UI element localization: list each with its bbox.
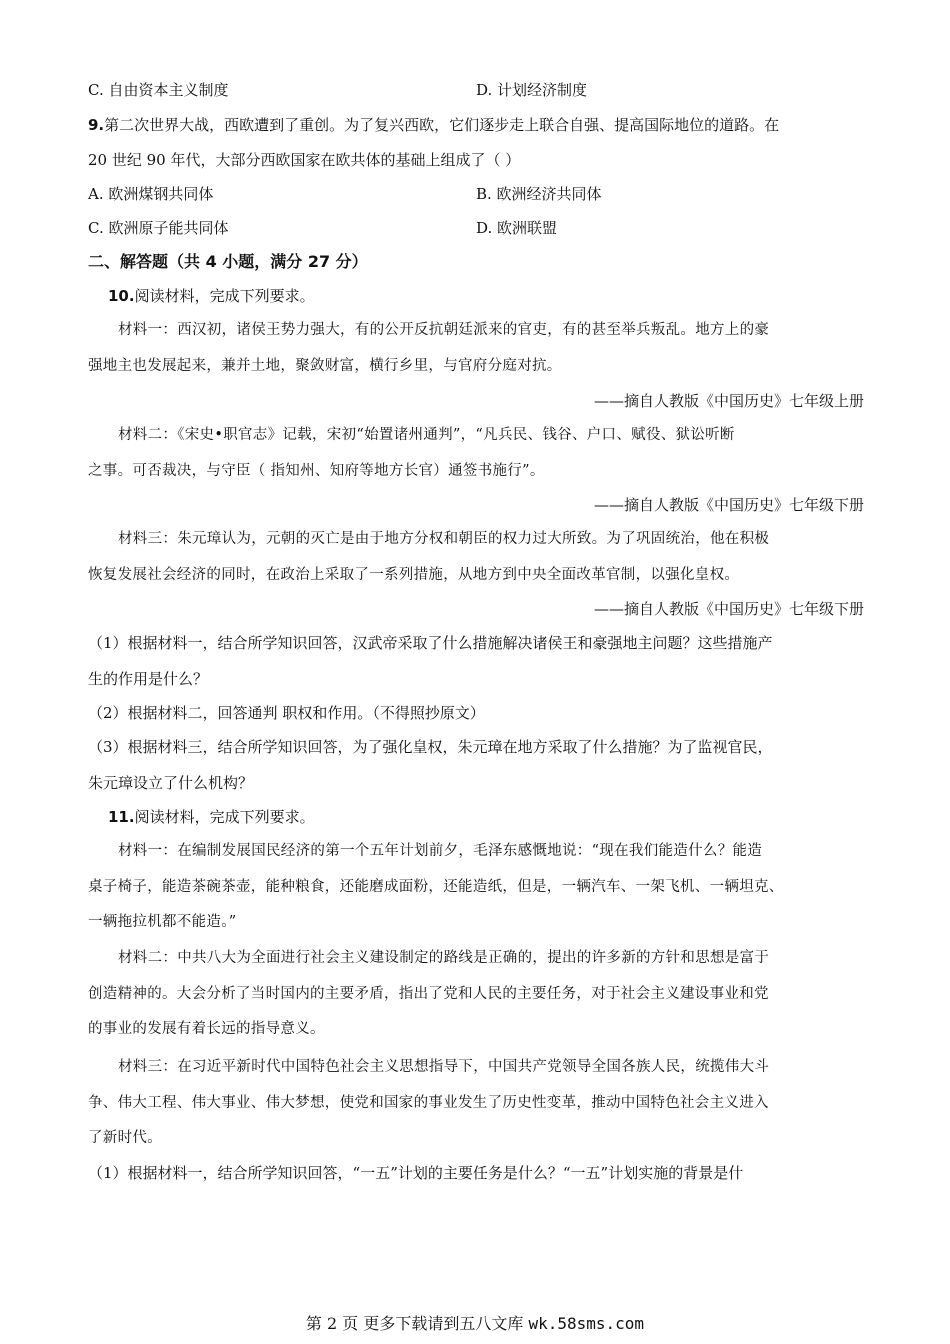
q11-intro-text: 阅读材料，完成下列要求。 — [134, 808, 315, 826]
q10-material2-source: ——摘自人教版《中国历史》七年级下册 — [593, 496, 864, 514]
footer-site-link[interactable]: wk.58sms.com — [528, 1314, 645, 1333]
q10-material1-line1: 材料一：西汉初，诸侯王势力强大，有的公开反抗朝廷派来的官吏，有的甚至举兵叛乱。地方上的豪 — [118, 322, 770, 338]
q10-material3-source: ——摘自人教版《中国历史》七年级下册 — [593, 600, 864, 618]
q9-option-d: D. 欧洲联盟 — [476, 219, 558, 237]
q11-intro — [108, 807, 315, 827]
q9-option-c: C. 欧洲原子能共同体 — [88, 219, 229, 237]
q11-material2-line3: 的事业的发展有着长远的指导意义。 — [88, 1021, 325, 1037]
q11-material3-line3: 了新时代。 — [88, 1130, 162, 1146]
q10-sub3-line2: 朱元璋设立了什么机构？ — [88, 774, 254, 792]
q11-number: 11. — [108, 808, 135, 826]
q10-number: 10. — [108, 287, 135, 305]
q11-sub1-line1: （1）根据材料一，结合所学知识回答，“一五”计划的主要任务是什么？“一五”计划实施的背景是什 — [88, 1164, 744, 1182]
q10-intro-text: 阅读材料，完成下列要求。 — [134, 287, 315, 305]
q9-stem-line2: 20 世纪 90 年代，大部分西欧国家在欧共体的基础上组成了（ ） — [88, 151, 521, 169]
q10-material2-line1: 材料二：《宋史•职官志》记载，宋初“始置诸州通判”，“凡兵民、钱谷、户口、赋役、狱讼听断 — [118, 427, 735, 443]
q11-material3-line1: 材料三：在习近平新时代中国特色社会主义思想指导下，中国共产党领导全国各族人民，统揽伟大斗 — [118, 1059, 770, 1075]
q9-option-a: A. 欧洲煤钢共同体 — [88, 185, 214, 203]
q10-material1-line2: 强地主也发展起来，兼并土地，聚敛财富，横行乡里，与官府分庭对抗。 — [88, 358, 562, 374]
q10-material3-line1: 材料三：朱元璋认为，元朝的灭亡是由于地方分权和朝臣的权力过大所致。为了巩固统治，他在积极 — [118, 531, 770, 547]
footer-page-label: 第 2 页 更多下载请到五八文库 — [305, 1314, 524, 1333]
q11-material2-line2: 创造精神的。大会分析了当时国内的主要矛盾，指出了党和人民的主要任务，对于社会主义建设事业和党 — [88, 986, 769, 1002]
q10-material3-line2: 恢复发展社会经济的同时，在政治上采取了一系列措施，从地方到中央全面改革官制，以强化皇权。 — [88, 567, 740, 583]
q10-sub1-line1: （1）根据材料一，结合所学知识回答，汉武帝采取了什么措施解决诸侯王和豪强地主问题？这些措施产 — [88, 634, 773, 652]
q10-material1-source: ——摘自人教版《中国历史》七年级上册 — [593, 392, 864, 410]
q8-option-c: C. 自由资本主义制度 — [88, 81, 229, 99]
q11-material1-line3: 一辆拖拉机都不能造。” — [88, 914, 237, 930]
q10-sub3-line1: （3）根据材料三，结合所学知识回答，为了强化皇权，朱元璋在地方采取了什么措施？为了监视官民， — [88, 738, 773, 756]
section2-title: 二、解答题（共 4 小题，满分 27 分） — [88, 252, 368, 271]
q8-option-d: D. 计划经济制度 — [476, 81, 588, 99]
q10-sub2: （2）根据材料二，回答通判 职权和作用。（不得照抄原文） — [88, 704, 485, 722]
q9-option-b: B. 欧洲经济共同体 — [476, 185, 602, 203]
q9-number: 9. — [88, 116, 105, 134]
q10-material2-line2: 之事。可否裁决，与守臣（ 指知州、知府等地方长官）通签书施行”。 — [88, 463, 545, 479]
q11-material1-line1: 材料一：在编制发展国民经济的第一个五年计划前夕，毛泽东感慨地说：“现在我们能造什么？能造 — [118, 843, 763, 859]
page-footer — [0, 1314, 950, 1334]
q10-intro — [108, 286, 315, 306]
q10-sub1-line2: 生的作用是什么？ — [88, 670, 209, 688]
q11-material2-line1: 材料二：中共八大为全面进行社会主义建设制定的路线是正确的，提出的许多新的方针和思想是富于 — [118, 950, 770, 966]
q11-material1-line2: 桌子椅子，能造茶碗茶壶，能种粮食，还能磨成面粉，还能造纸，但是，一辆汽车、一架飞机、一辆坦克、 — [88, 879, 784, 895]
q9-stem-text: 第二次世界大战，西欧遭到了重创。为了复兴西欧，它们逐步走上联合自强、提高国际地位的道路。在 — [104, 116, 780, 134]
q11-material3-line2: 争、伟大工程、伟大事业、伟大梦想，使党和国家的事业发生了历史性变革，推动中国特色社会主义进入 — [88, 1095, 769, 1111]
q9-stem-line1 — [88, 115, 779, 135]
